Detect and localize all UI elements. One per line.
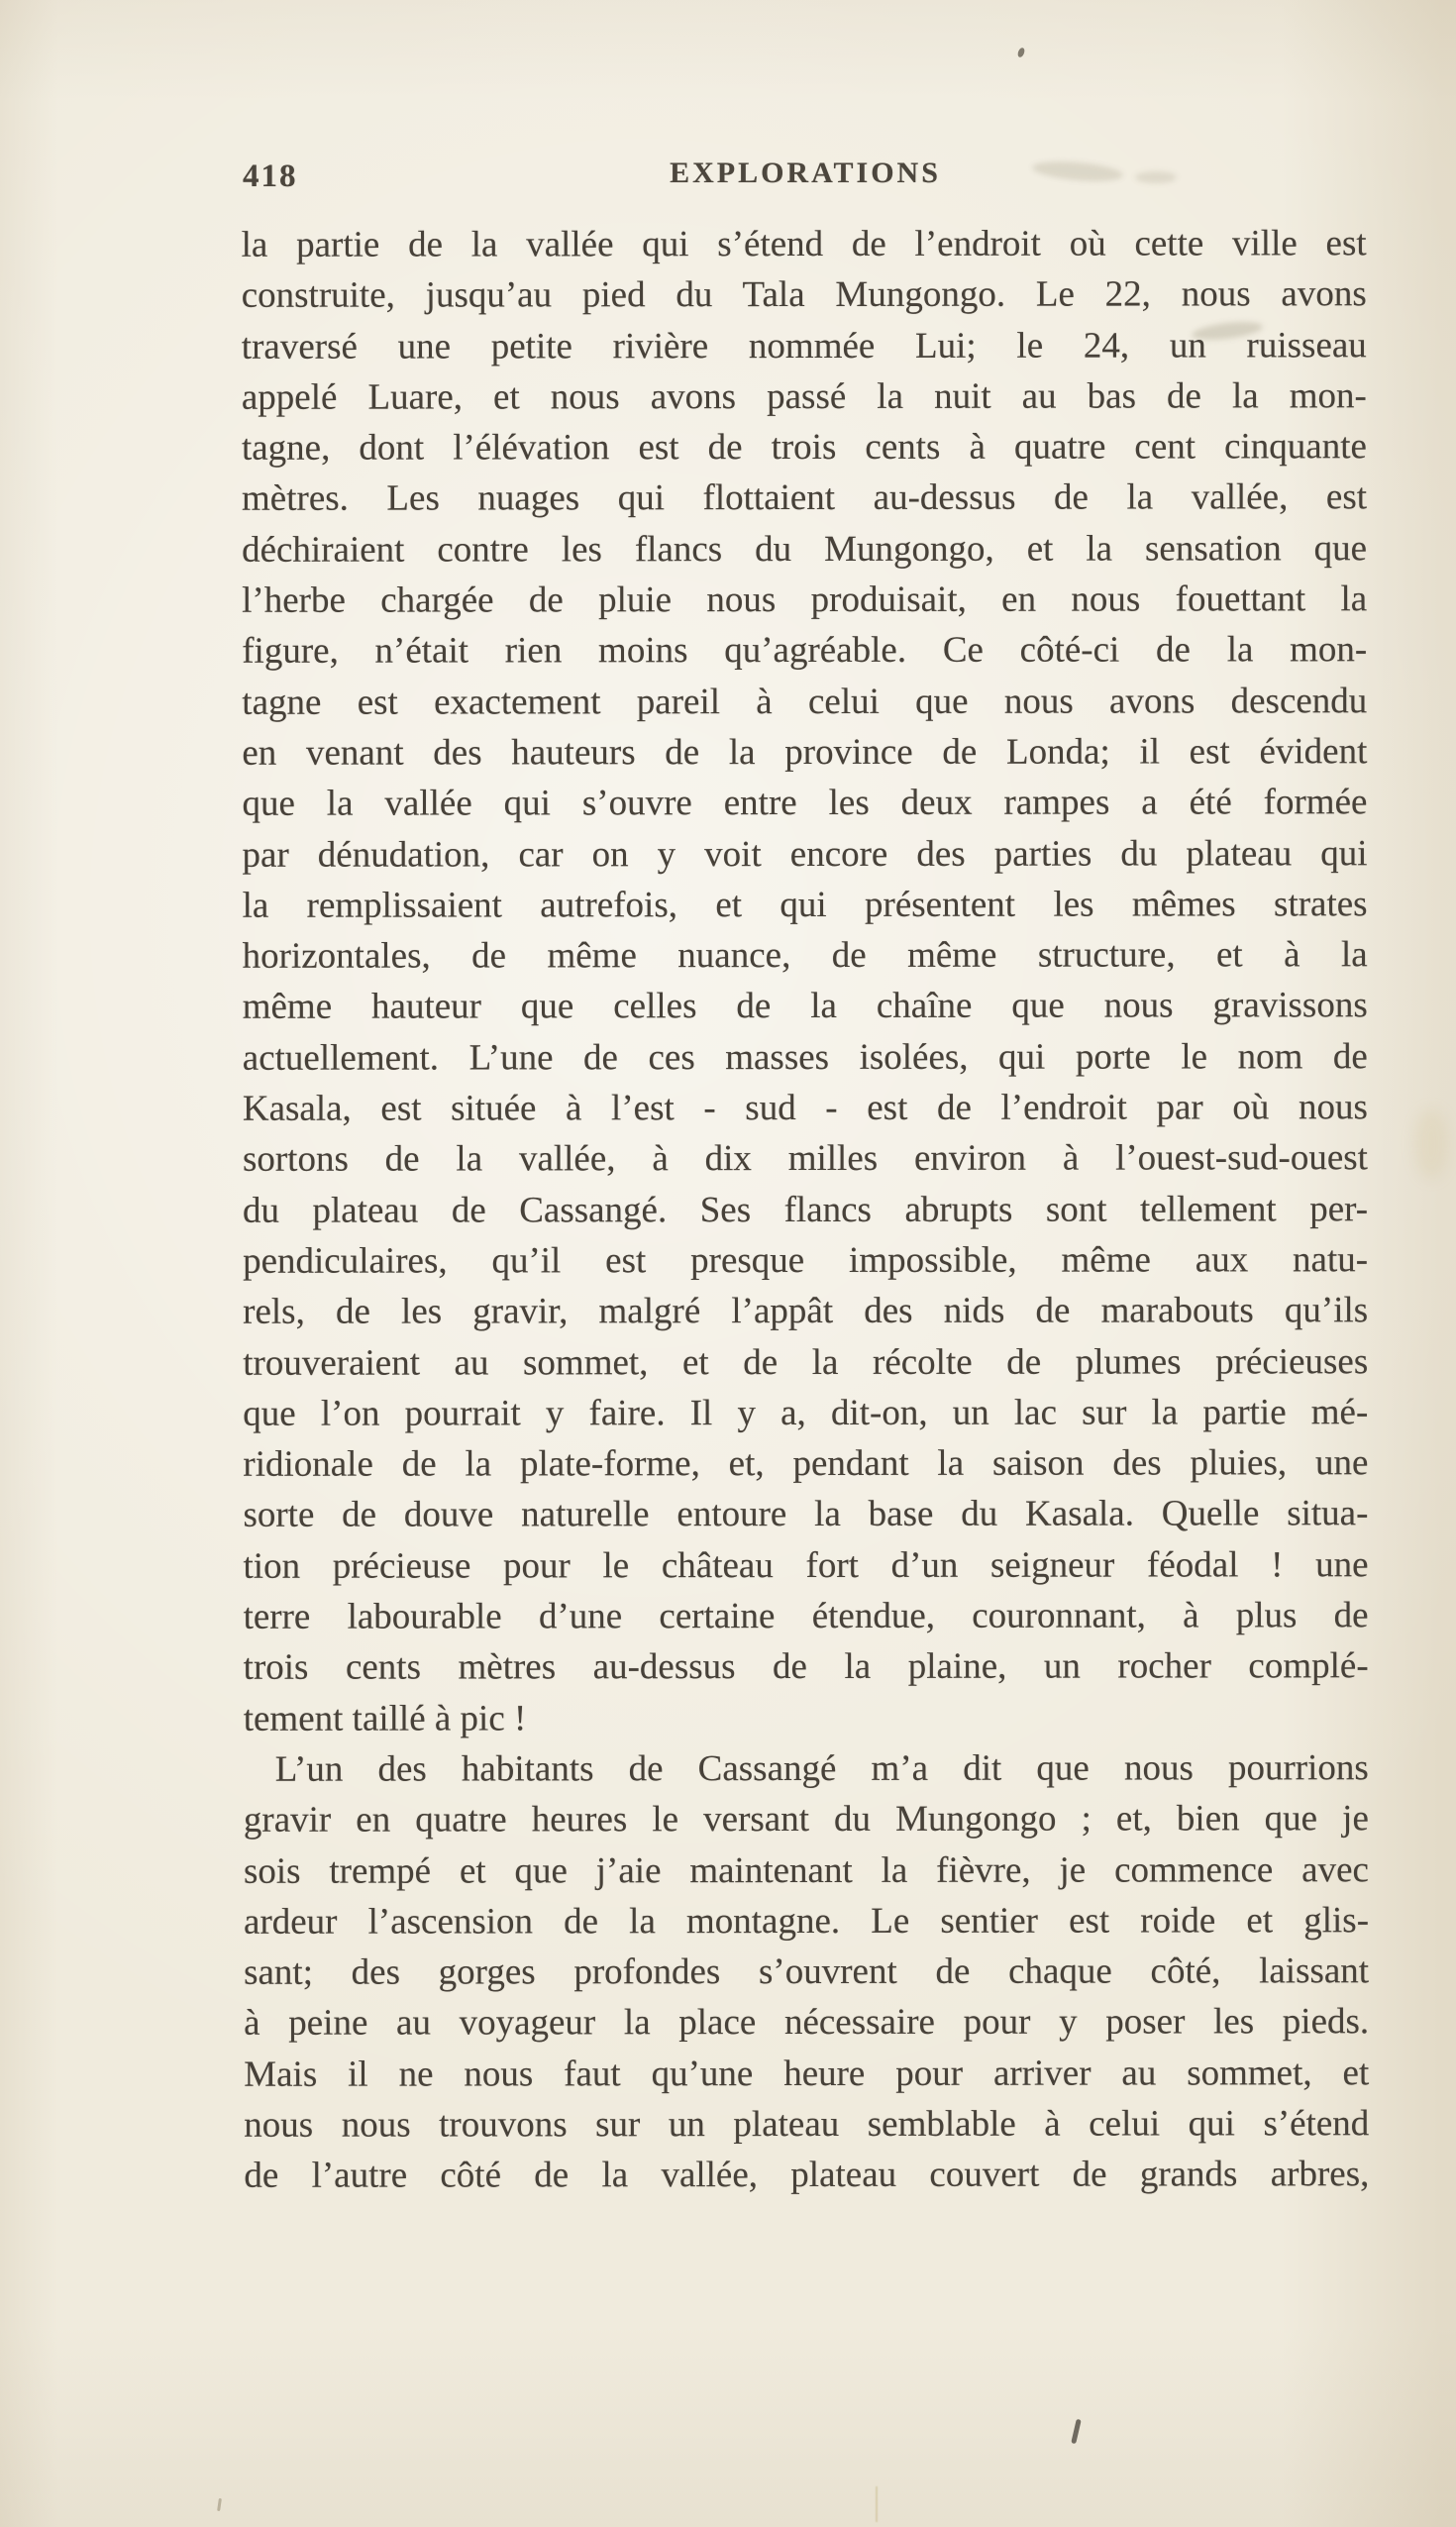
page-header xyxy=(243,157,1368,196)
text-line: en venant des hauteurs de la province de Londa; il est évident xyxy=(242,731,1368,774)
text-line: nous nous trouvons sur un plateau semblable à celui qui s’étend xyxy=(244,2103,1370,2146)
text-line: déchiraient contre les flancs du Mungongo, et la sensation que xyxy=(242,527,1368,571)
text-line: L’un des habitants de Cassangé m’a dit que nous pourrions xyxy=(274,1747,1369,1790)
page-number: 418 xyxy=(243,158,298,194)
text-line: la remplissaient autrefois, et qui présentent les mêmes strates xyxy=(242,884,1368,926)
text-line: l’herbe chargée de pluie nous produisait, en nous fouettant la xyxy=(242,579,1368,621)
text-line: la partie de la vallée qui s’étend de l’endroit où cette ville est xyxy=(241,223,1367,265)
paper-fiber xyxy=(876,2486,878,2522)
text-line: trouveraient au sommet, et de la récolte de plumes précieuses xyxy=(243,1340,1369,1384)
text-line: à peine au voyageur la place nécessaire pour y poser les pieds. xyxy=(244,2001,1370,2045)
ink-smudge xyxy=(1135,171,1177,183)
text-line: ardeur l’ascension de la montagne. Le sentier est roide et glis- xyxy=(243,1900,1370,1943)
margin-stain xyxy=(1414,1109,1448,1179)
text-line: Kasala, est située à l’est - sud - est de l’endroit par où nous xyxy=(242,1087,1368,1129)
text-line: ridionale de la plate-forme, et, pendant la saison des pluies, une xyxy=(243,1442,1369,1485)
text-line: terre labourable d’une certaine étendue, couronnant, à plus de xyxy=(243,1595,1369,1637)
text-line: gravir en quatre heures le versant du Mungongo ; et, bien que je xyxy=(243,1798,1369,1841)
text-line: tagne, dont l’élévation est de trois cents à quatre cent cinquante xyxy=(241,426,1367,469)
text-line: sortons de la vallée, à dix milles environ à l’ouest-sud-ouest xyxy=(242,1137,1368,1181)
text-line: que la vallée qui s’ouvre entre les deux rampes a été formée xyxy=(242,782,1368,825)
text-line: de l’autre côté de la vallée, plateau couvert de grands arbres, xyxy=(244,2154,1370,2197)
text-line: même hauteur que celles de la chaîne que nous gravissons xyxy=(242,985,1368,1028)
text-line: tion précieuse pour le château fort d’un seigneur féodal ! une xyxy=(243,1543,1369,1587)
text-line: appelé Luare, et nous avons passé la nuit au bas de la mon- xyxy=(241,375,1367,418)
text-line: actuellement. L’une de ces masses isolées, qui porte le nom de xyxy=(242,1035,1368,1079)
running-title: EXPLORATIONS xyxy=(670,157,941,189)
text-line: traversé une petite rivière nommée Lui; le 24, un ruisseau xyxy=(241,324,1367,368)
text-line: du plateau de Cassangé. Ses flancs abrupts sont tellement per- xyxy=(242,1188,1369,1231)
text-line: figure, n’était rien moins qu’agréable. Ce côté-ci de la mon- xyxy=(242,629,1368,673)
body-text xyxy=(242,218,1370,2201)
text-line: tagne est exactement pareil à celui que nous avons descendu xyxy=(242,680,1368,723)
text-line: sant; des gorges profondes s’ouvrent de chaque côté, laissant xyxy=(244,1950,1370,1993)
text-line: tement taillé à pic ! xyxy=(243,1698,527,1739)
text-line: rels, de les gravir, malgré l’appât des nids de marabouts qu’ils xyxy=(243,1290,1369,1333)
text-line: sorte de douve naturelle entoure la base du Kasala. Quelle situa- xyxy=(243,1493,1369,1536)
text-line: horizontales, de même nuance, de même structure, et à la xyxy=(242,934,1368,977)
ink-speck xyxy=(217,2498,222,2511)
text-line: Mais il ne nous faut qu’une heure pour arriver au sommet, et xyxy=(244,2052,1370,2095)
stray-ink-mark xyxy=(1071,2419,1081,2444)
text-line: mètres. Les nuages qui flottaient au-dessus de la vallée, est xyxy=(241,476,1368,520)
ink-speck xyxy=(1016,47,1025,58)
text-line: construite, jusqu’au pied du Tala Mungongo. Le 22, nous avons xyxy=(241,273,1367,317)
text-line: par dénudation, car on y voit encore des parties du plateau qui xyxy=(242,832,1368,876)
text-line: sois trempé et que j’aie maintenant la fièvre, je commence avec xyxy=(243,1848,1369,1892)
text-line: trois cents mètres au-dessus de la plaine, un rocher complé- xyxy=(243,1645,1369,1689)
text-line: pendiculaires, qu’il est presque impossible, même aux natu- xyxy=(243,1239,1369,1282)
text-line: que l’on pourrait y faire. Il y a, dit-on, un lac sur la partie mé- xyxy=(243,1392,1369,1434)
